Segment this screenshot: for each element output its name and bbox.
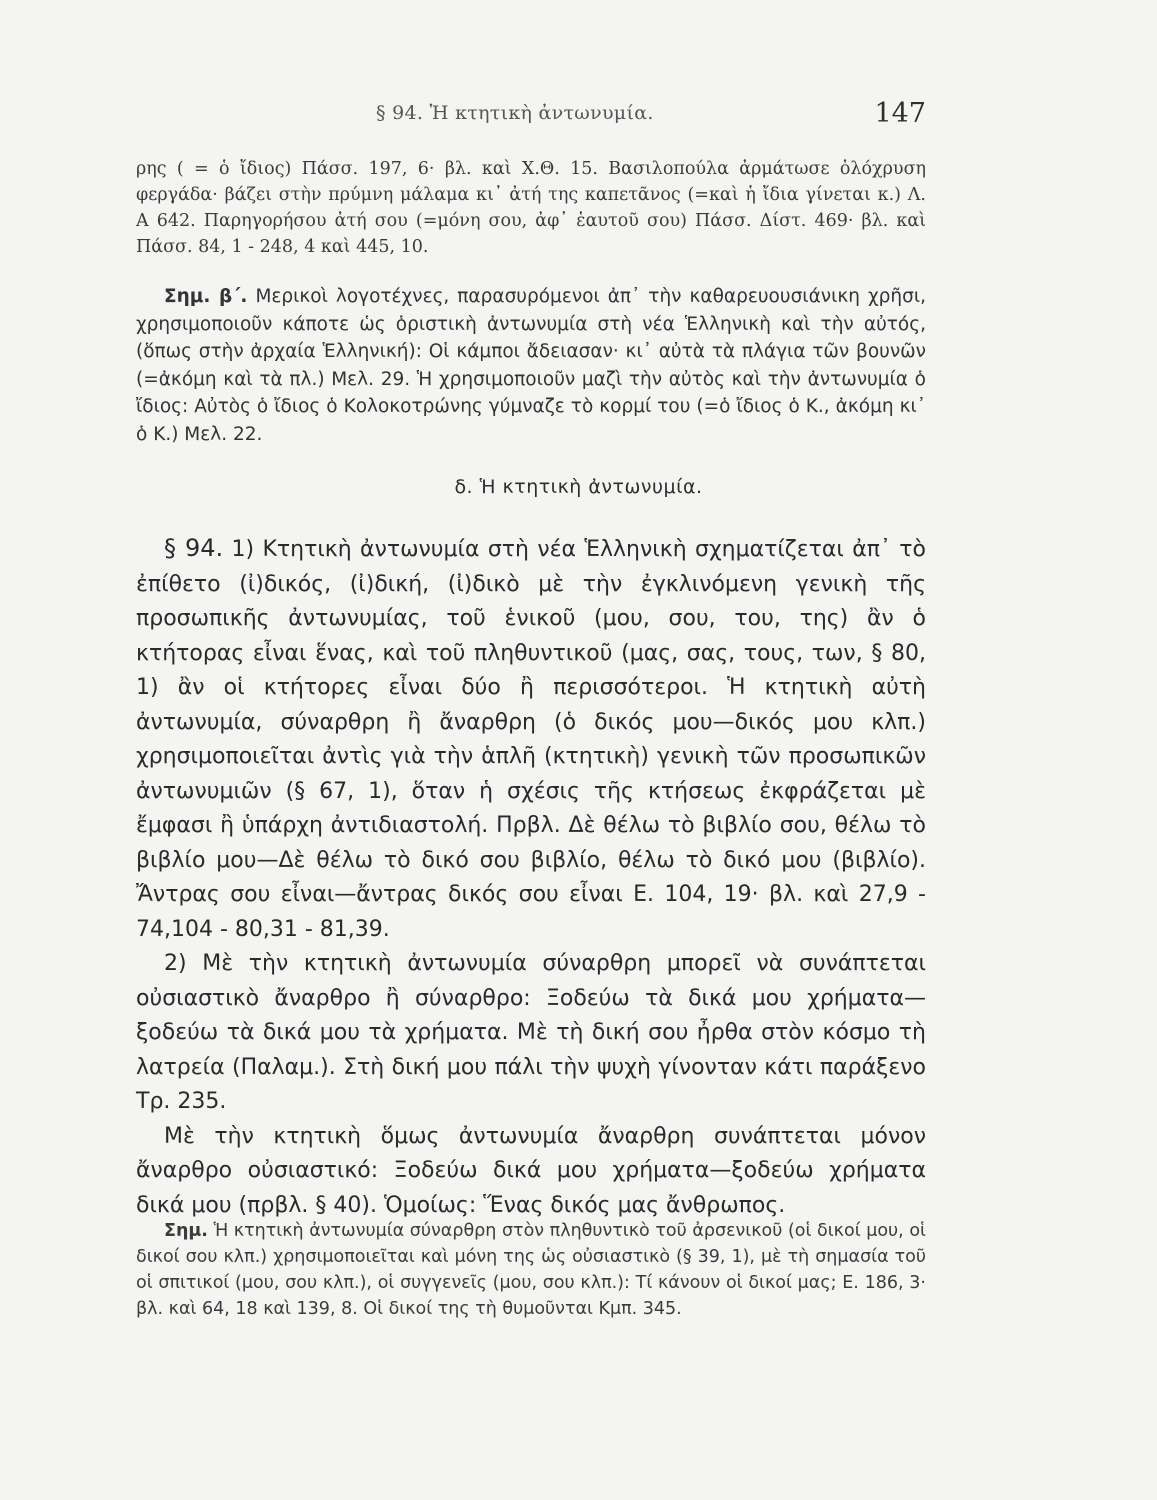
section-number: § 94. — [164, 534, 224, 562]
note-text: Ἡ κτητικὴ ἀντωνυμία σύναρθρη στὸν πληθυντικὸ τοῦ ἀρσενικοῦ (οἱ δικοί μου, οἱ δικοί σου κλπ.) χρησιμοποιεῖται καὶ μόνη της ὡς οὐσιαστικὸ (§ 39, 1), μὲ τὴ σημασία τοῦ οἱ σπιτικοί (μου, σου κλπ.), οἱ συγγενεῖς (μου, σου κλπ.): Τί κάνουν οἱ δικοί μας; Ε. 186, 3· βλ. καὶ 64, 18 καὶ 139, 8. Οἱ δικοί της τὴ θυμοῦνται Κμπ. 345. — [136, 1221, 926, 1319]
section-para-2: 2) Μὲ τὴν κτητικὴ ἀντωνυμία σύναρθρη μπορεῖ νὰ συνάπτεται οὐσιαστικὸ ἄναρθρο ἢ σύναρθρο: Ξοδεύω τὰ δικά μου χρήματα—ξοδεύω τὰ δικά μου τὰ χρήματα. Μὲ τὴ δική σου ἦρθα στὸν κόσμο τὴ λατρεία (Παλαμ.). Στὴ δική μου πάλι τὴν ψυχὴ γίνονταν κάτι παράξενο Τρ. 235. — [136, 951, 926, 1114]
continued-text: ρης ( = ὁ ἴδιος) Πάσσ. 197, 6· βλ. καὶ Χ.Θ. 15. Βασιλοπούλα ἀρμάτωσε ὁλόχρυση φεργάδα· βάζει στὴν πρύμνη μάλαμα κι᾿ ἀτή της καπετᾶνος (=καὶ ἡ ἴδια γίνεται κ.) Λ. Α 642. Παρηγορήσου ἀτή σου (=μόνη σου, ἀφ᾿ ἑαυτοῦ σου) Πάσσ. Δίστ. 469· βλ. καὶ Πάσσ. 84, 1 - 248, 4 καὶ 445, 10. — [136, 159, 926, 257]
section-94 — [136, 531, 926, 1223]
page-number: 147 — [874, 98, 926, 129]
section-para-1: 1) Κτητικὴ ἀντωνυμία στὴ νέα Ἑλληνικὴ σχηματίζεται ἀπ᾿ τὸ ἐπίθετο (ἰ)δικός, (ἰ)δική, (ἰ)δικὸ μὲ τὴν ἐγκλινόμενη γενικὴ τῆς προσωπικῆς ἀντωνυμίας, τοῦ ἑνικοῦ (μου, σου, του, της) ἂν ὁ κτήτορας εἶναι ἕνας, καὶ τοῦ πληθυντικοῦ (μας, σας, τους, των, § 80, 1) ἂν οἱ κτήτορες εἶναι δύο ἢ περισσότεροι. Ἡ κτητικὴ αὐτὴ ἀντωνυμία, σύναρθρη ἢ ἄναρθρη (ὁ δικός μου—δικός μου κλπ.) χρησιμοποιεῖται ἀντὶς γιὰ τὴν ἁπλῆ (κτητικὴ) γενικὴ τῶν προσωπικῶν ἀντωνυμιῶν (§ 67, 1), ὅταν ἡ σχέσις τῆς κτήσεως ἐκφράζεται μὲ ἔμφασι ἢ ὑπάρχη ἀντιδιαστολή. Πρβλ. Δὲ θέλω τὸ βιβλίο σου, θέλω τὸ βιβλίο μου—Δὲ θέλω τὸ δικό σου βιβλίο, θέλω τὸ δικό μου (βιβλίο). Ἄντρας σου εἶναι—ἄντρας δικός σου εἶναι Ε. 104, 19· βλ. καὶ 27,9 - 74,104 - 80,31 - 81,39. — [136, 537, 927, 942]
note-b-label: Σημ. β΄. — [164, 286, 248, 307]
continued-paragraph — [136, 156, 926, 260]
running-title: § 94. Ἡ κτητικὴ ἀντωνυμία. — [376, 102, 654, 124]
section-heading: δ. Ἡ κτητικὴ ἀντωνυμία. — [454, 476, 703, 498]
note — [136, 1218, 926, 1322]
page-header — [136, 100, 926, 136]
note-label: Σημ. — [164, 1221, 208, 1241]
section-para-3: Μὲ τὴν κτητικὴ ὅμως ἀντωνυμία ἄναρθρη συνάπτεται μόνον ἄναρθρο οὐσιαστικό: Ξοδεύω δικά μου χρήματα—ξοδεύω χρήματα δικά μου (πρβλ. § 40). Ὁμοίως: Ἕνας δικός μας ἄνθρωπος. — [136, 1123, 926, 1218]
note-b-text: Μερικοὶ λογοτέχνες, παρασυρόμενοι ἀπ᾿ τὴν καθαρευουσιάνικη χρῆσι, χρησιμοποιοῦν κάποτε ὡς ὁριστικὴ ἀντωνυμία στὴ νέα Ἑλληνικὴ καὶ τὴν αὐτός, (ὅπως στὴν ἀρχαία Ἑλληνική): Οἱ κάμποι ἄδειασαν· κι᾿ αὐτὰ τὰ πλάγια τῶν βουνῶν (=ἀκόμη καὶ τὰ πλ.) Μελ. 29. Ἡ χρησιμοποιοῦν μαζὶ τὴν αὐτὸς καὶ τὴν ἀντωνυμία ὁ ἴδιος: Αὐτὸς ὁ ἴδιος ὁ Κολοκοτρώνης γύμναζε τὸ κορμί του (=ὁ ἴδιος ὁ Κ., ἀκόμη κι᾿ ὁ Κ.) Μελ. 22. — [136, 286, 926, 445]
note-b — [136, 283, 926, 448]
